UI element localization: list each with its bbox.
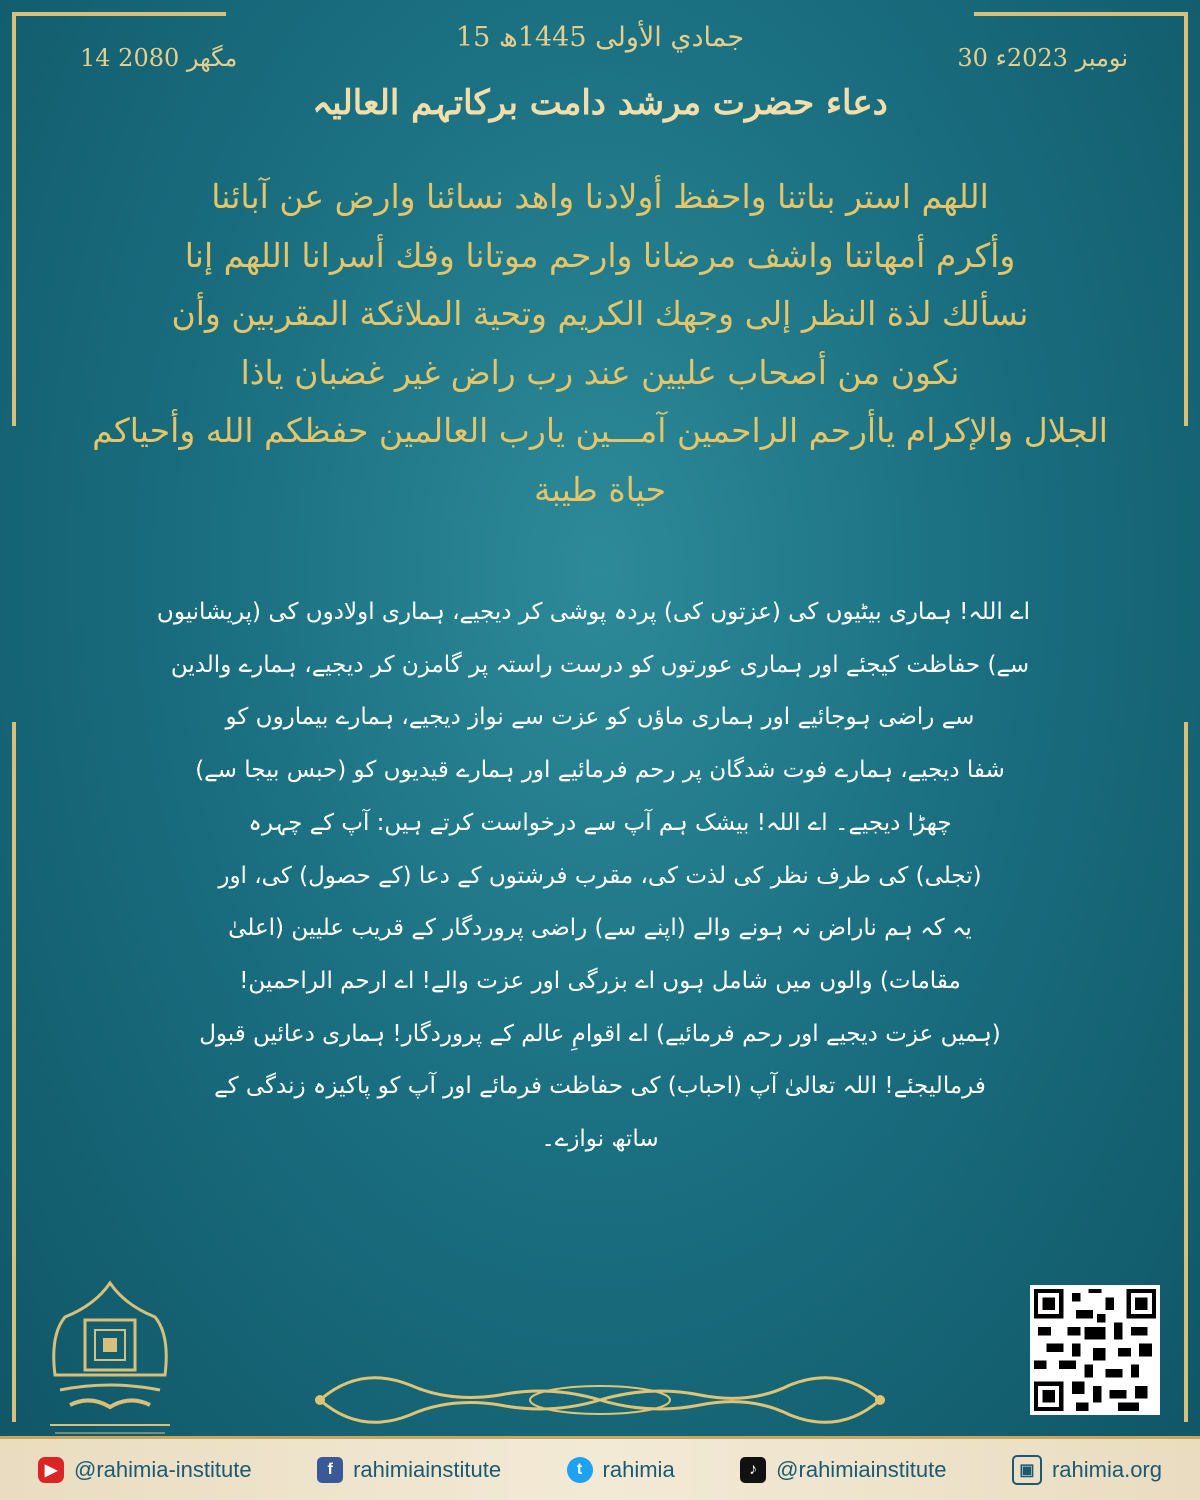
arabic-line: وأكرم أمهاتنا واشف مرضانا وارحم موتانا وفك أسرانا اللهم إنا [184, 235, 1016, 275]
arabic-line: الجلال والإكرام ياأرحم الراحمين آمـــين يارب العالمين حفظكم الله وأحياكم [92, 411, 1108, 450]
urdu-line: اے اللہ! ہماری بیٹیوں کی (عزتوں کی) پردہ پوشی کر دیجیے، ہماری اولادوں کی (پریشانیوں [156, 599, 1030, 625]
urdu-line: مقامات) والوں میں شامل ہوں اے بزرگی اور عزت والے! اے ارحم الراحمین! [239, 967, 961, 994]
urdu-line: چھڑا دیجیے۔ اے اللہ! بیشک ہم آپ سے درخواست کرتے ہیں: آپ کے چہرہ [248, 809, 952, 836]
urdu-line: (تجلی) کی طرف نظر کی لذت کی، مقرب فرشتوں کے دعا (کے حصول) کی، اور [218, 862, 982, 889]
facebook-link[interactable] [317, 1457, 501, 1483]
qr-code[interactable] [1030, 1285, 1160, 1415]
arabic-dua [80, 168, 1120, 519]
arabic-line: اللهم استر بناتنا واحفظ أولادنا واهد نسائنا وارض عن آبائنا [211, 177, 989, 216]
youtube-handle: @rahimia-institute [74, 1456, 252, 1482]
date-gregorian: 30 نومبر 2023ء [957, 44, 1128, 72]
twitter-handle: rahimia [602, 1456, 675, 1482]
youtube-link[interactable] [38, 1457, 252, 1483]
date-bikrami: 14 مگھر 2080 [80, 44, 238, 72]
arabic-line: نسألك لذة النظر إلى وجهك الكريم وتحية الملائكة المقربين وأن [171, 294, 1029, 333]
website-link[interactable] [1012, 1455, 1162, 1485]
twitter-link[interactable] [567, 1457, 675, 1483]
tiktok-icon: ♪ [740, 1457, 766, 1483]
urdu-line: ساتھ نوازے۔ [541, 1126, 659, 1153]
tiktok-handle: @rahimiainstitute [776, 1456, 947, 1482]
page-title: دعاء حضرت مرشد دامت برکاتہم العالیہ [312, 83, 888, 123]
ornament-divider [300, 1365, 900, 1435]
urdu-line: (ہمیں عزت دیجیے اور رحم فرمائیے) اے اقوامِ عالم کے پروردگار! ہماری دعائیں قبول [199, 1020, 1001, 1047]
twitter-icon: t [567, 1457, 593, 1483]
urdu-line: فرمالیجئے! اللہ تعالیٰ آپ (احباب) کی حفاظت فرمائے اور آپ کو پاکیزہ زندگی کے [214, 1073, 986, 1100]
urdu-line: یہ کہ ہم ناراض نہ ہونے والے (اپنے سے) راضی پروردگار کے قریب علیین (اعلیٰ [228, 915, 972, 942]
footer-social-bar [0, 1436, 1200, 1500]
urdu-translation [156, 586, 1030, 1166]
facebook-icon: f [317, 1457, 343, 1483]
youtube-icon: ▶ [38, 1457, 64, 1483]
urdu-line: شفا دیجیے، ہمارے فوت شدگان پر رحم فرمائیے اور ہمارے قیدیوں کو (حبس بیجا سے) [195, 757, 1005, 784]
facebook-handle: rahimiainstitute [353, 1456, 502, 1482]
date-hijri: 15 جمادي الأولى 1445ھ [455, 22, 745, 53]
arabic-line: نكون من أصحاب عليين عند رب راض غير غضبان ياذا [240, 352, 960, 392]
frame-side-bottom-left [12, 722, 20, 1422]
institute-logo [30, 1275, 190, 1445]
arabic-line: حياة طيبة [533, 469, 667, 509]
urdu-line: سے راضی ہوجائیے اور ہماری ماؤں کو عزت سے نواز دیجیے، ہمارے بیماروں کو [225, 704, 975, 731]
qr-site-icon: ▣ [1012, 1455, 1042, 1485]
tiktok-link[interactable] [740, 1457, 946, 1483]
urdu-line: سے) حفاظت کیجئے اور ہماری عورتوں کو درست راستہ پر گامزن کر دیجیے، ہمارے والدین [170, 651, 1030, 678]
website-url: rahimia.org [1051, 1456, 1162, 1482]
frame-side-bottom-right [1180, 722, 1188, 1422]
